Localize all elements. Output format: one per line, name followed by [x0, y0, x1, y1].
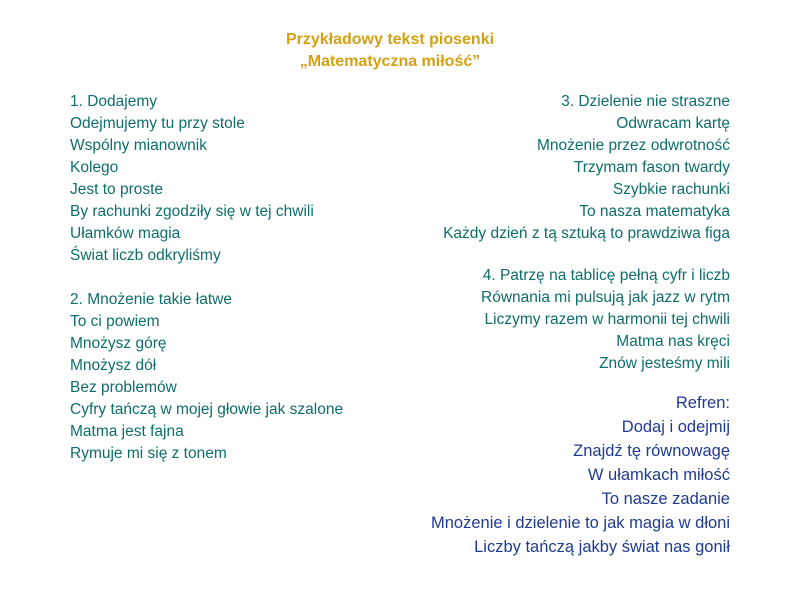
verse-2-line: Matma jest fajna	[70, 423, 184, 440]
verse-1-line: 1. Dodajemy	[70, 93, 158, 110]
verse-1-line: Kolego	[70, 159, 119, 176]
refrain-line: W ułamkach miłość	[587, 466, 730, 484]
verse-1-line: Wspólny mianownik	[70, 137, 207, 154]
verse-3-line: Odwracam kartę	[616, 115, 730, 132]
verse-4	[481, 265, 730, 375]
song-title-line-1: Przykładowy tekst piosenki	[285, 31, 495, 48]
refrain-line: Mnożenie i dzielenie to jak magia w dłoni	[431, 514, 730, 532]
refrain	[431, 391, 730, 559]
verse-2-line: Bez problemów	[70, 379, 177, 396]
verse-4-line: Matma nas kręci	[616, 333, 730, 350]
verse-4-line: Znów jesteśmy mili	[599, 355, 730, 372]
verse-2-line: Mnożysz dół	[70, 357, 157, 374]
verse-1-line: Odejmujemy tu przy stole	[70, 115, 245, 132]
refrain-line: Dodaj i odejmij	[621, 418, 730, 436]
verse-3-line: Szybkie rachunki	[612, 181, 730, 198]
verse-4-line: Równania mi pulsują jak jazz w rytm	[481, 289, 730, 306]
verse-1-line: Jest to proste	[70, 181, 164, 198]
verse-2-line: Cyfry tańczą w mojej głowie jak szalone	[70, 401, 344, 418]
song-title-line-2: „Matematyczna miłość”	[299, 53, 481, 70]
verse-2-line: 2. Mnożenie takie łatwe	[70, 291, 232, 308]
verse-3-line: Każdy dzień z tą sztuką to prawdziwa figa	[443, 225, 730, 242]
verse-4-line: Liczymy razem w harmonii tej chwili	[484, 311, 730, 328]
verse-1-line: Świat liczb odkryliśmy	[70, 247, 221, 264]
verse-2-line: To ci powiem	[70, 313, 160, 330]
verse-2-line: Mnożysz górę	[70, 335, 167, 352]
verse-3-line: 3. Dzielenie nie straszne	[561, 93, 730, 110]
verse-2	[70, 289, 343, 465]
verse-3-line: To nasza matematyka	[579, 203, 730, 220]
verse-1-line: By rachunki zgodziły się w tej chwili	[70, 203, 314, 220]
refrain-line: Znajdź tę równowagę	[573, 442, 730, 460]
verse-2-line: Rymuje mi się z tonem	[70, 445, 227, 462]
refrain-line: To nasze zadanie	[601, 490, 730, 508]
verse-1-line: Ułamków magia	[70, 225, 181, 242]
refrain-heading: Refren:	[675, 394, 730, 412]
verse-1	[70, 91, 314, 267]
verse-3	[443, 91, 730, 245]
verse-3-line: Trzymam fason twardy	[573, 159, 730, 176]
verse-3-line: Mnożenie przez odwrotność	[537, 137, 730, 154]
refrain-line: Liczby tańczą jakby świat nas gonił	[474, 538, 730, 556]
verse-4-line: 4. Patrzę na tablicę pełną cyfr i liczb	[482, 267, 730, 284]
